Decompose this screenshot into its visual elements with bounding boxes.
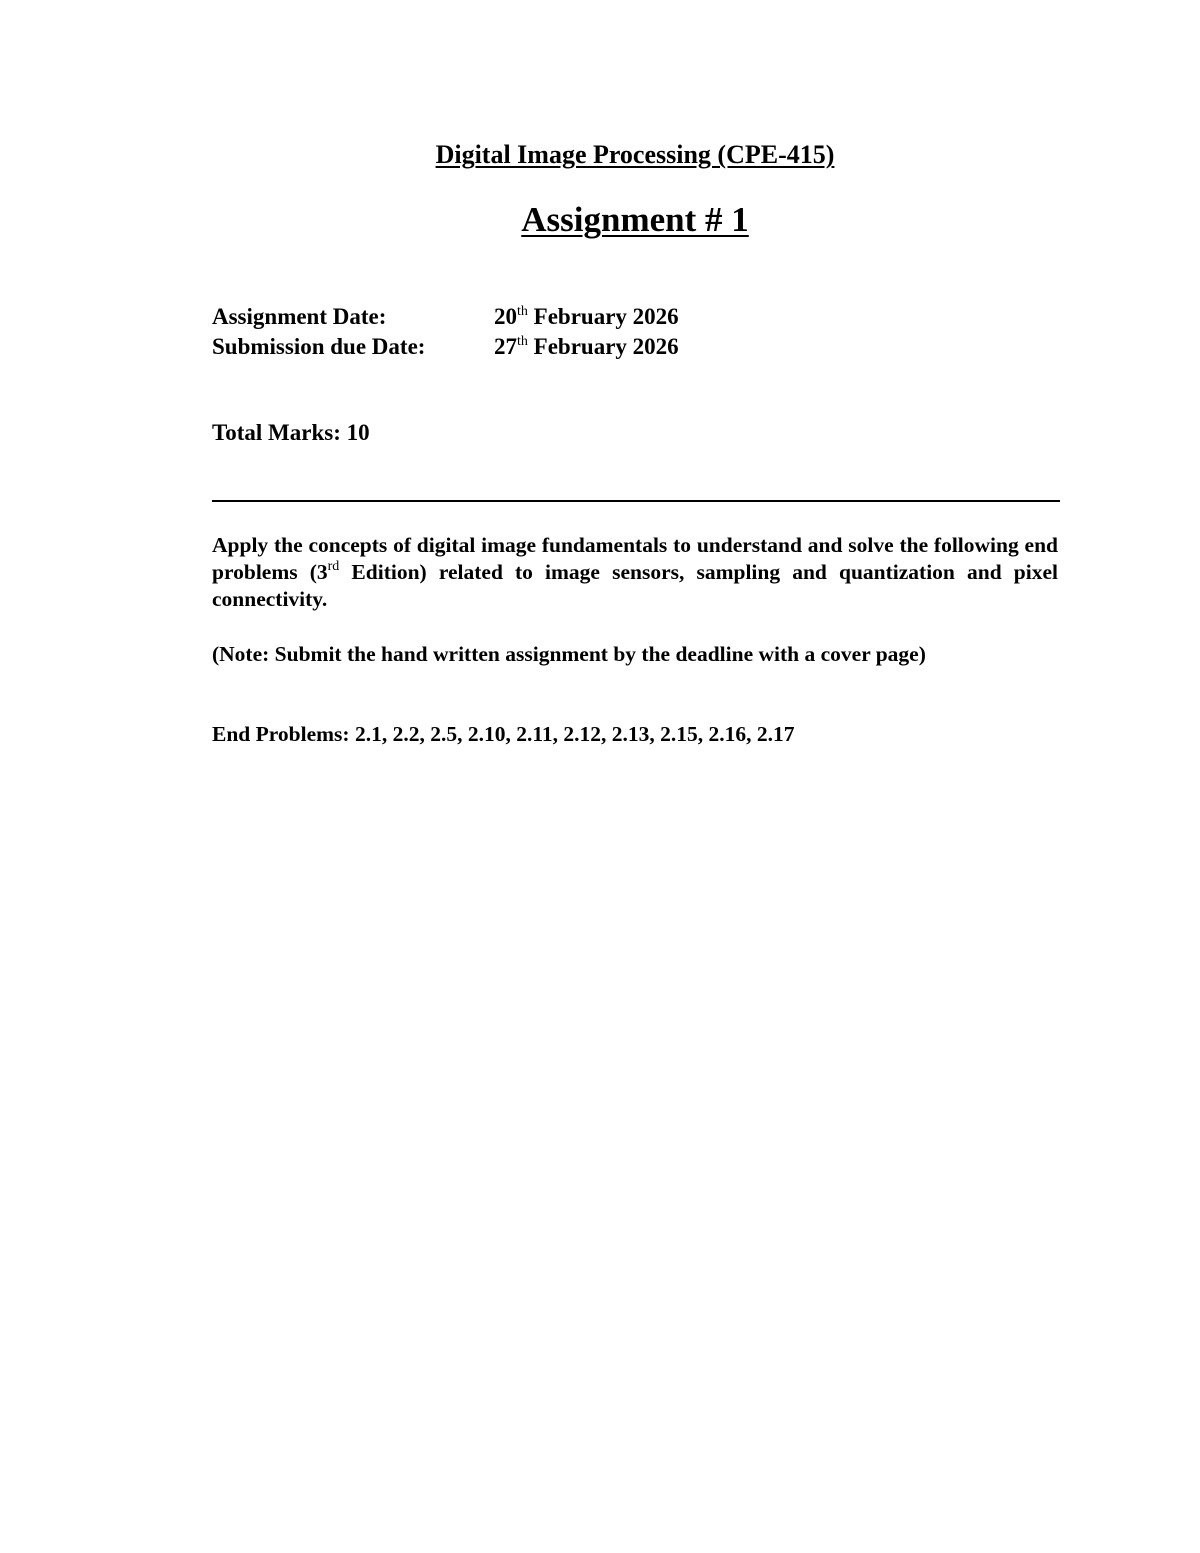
submission-date-month-year: February 2026 <box>527 334 679 359</box>
assignment-date-suffix: th <box>517 304 528 319</box>
instructions-edition-suffix: rd <box>327 559 340 574</box>
instructions-part2: Edition) related to image sensors, sampling and quantization and pixel connectivity. <box>212 560 1058 611</box>
total-marks: Total Marks: 10 <box>212 420 370 445</box>
submission-date-row <box>212 332 679 362</box>
assignment-title: Assignment # 1 <box>521 200 749 239</box>
submission-date-label: Submission due Date: <box>212 334 426 359</box>
submission-date-day: 27 <box>494 334 517 359</box>
submission-date-suffix: th <box>517 334 528 349</box>
dates-block <box>212 302 679 362</box>
assignment-date-row <box>212 302 679 332</box>
assignment-date-value <box>494 302 679 332</box>
instructions-paragraph <box>212 532 1058 613</box>
divider-line <box>212 500 1060 502</box>
assignment-date-month-year: February 2026 <box>527 304 679 329</box>
assignment-date-day: 20 <box>494 304 517 329</box>
submission-date-value <box>494 332 679 362</box>
course-title: Digital Image Processing (CPE-415) <box>435 140 835 169</box>
end-problems: End Problems: 2.1, 2.2, 2.5, 2.10, 2.11, 2.12, 2.13, 2.15, 2.16, 2.17 <box>212 722 795 746</box>
instructions-part1: Apply the concepts of digital image fundamentals to understand and solve the following end problems (3 <box>212 533 1058 584</box>
submission-note: (Note: Submit the hand written assignment by the deadline with a cover page) <box>212 642 926 666</box>
assignment-date-label: Assignment Date: <box>212 304 387 329</box>
